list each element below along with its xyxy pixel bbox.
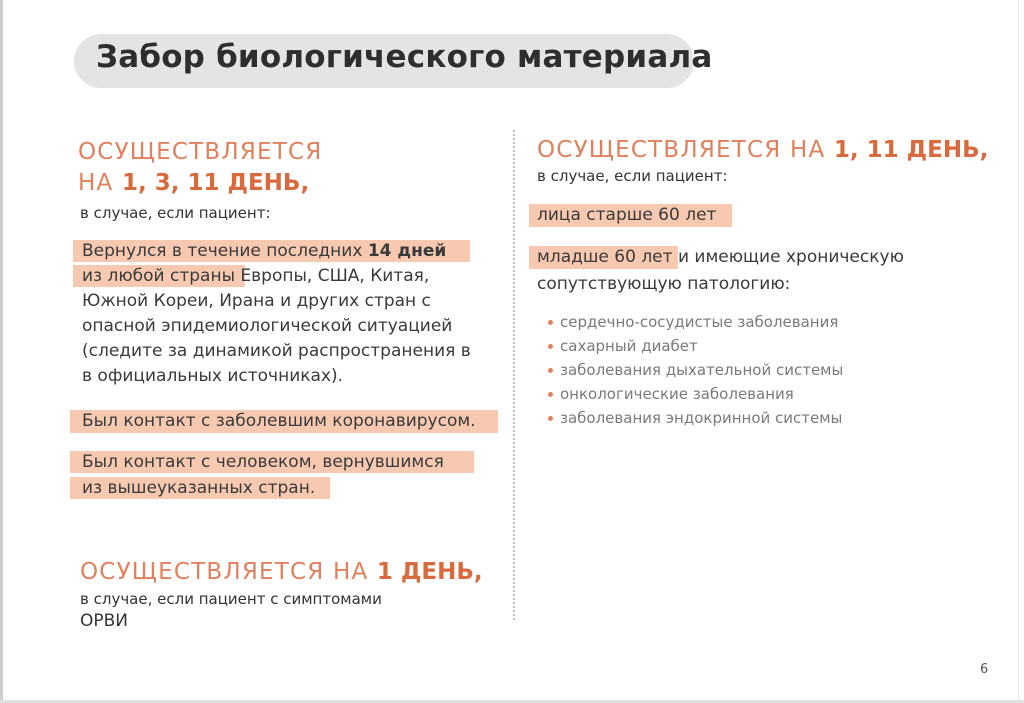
- left-subheading: в случае, если пациент:: [80, 204, 271, 222]
- item3-line1: Был контакт с человеком, вернувшимся: [82, 452, 444, 472]
- bullet-dot-icon: [548, 320, 553, 325]
- item1-line5: (следите за динамикой распространения в: [82, 341, 471, 361]
- right-item2-line2: сопутствующую патологию:: [537, 274, 791, 294]
- right-heading-days: 1, 11 ДЕНЬ,: [833, 137, 989, 163]
- bullet-dot-icon: [548, 416, 553, 421]
- page-edge-left: [0, 0, 3, 703]
- item1-line1-text: Вернулся в течение последних: [82, 241, 363, 261]
- item1-line2: [82, 264, 429, 288]
- condition-text: сахарный диабет: [560, 337, 698, 355]
- condition-text: сердечно-сосудистые заболевания: [560, 313, 839, 331]
- left-subheading2-line2: ОРВИ: [80, 611, 129, 631]
- right-item2-line1: [537, 245, 904, 269]
- right-item2-rest: и имеющие хроническую: [677, 247, 904, 267]
- bullet-dot-icon: [548, 392, 553, 397]
- bullet-dot-icon: [548, 344, 553, 349]
- right-subheading: в случае, если пациент:: [537, 167, 728, 185]
- left-heading-line2: [78, 170, 309, 196]
- item3-line2: из вышеуказанных стран.: [82, 478, 316, 498]
- page-edge-right: [1018, 0, 1019, 703]
- condition-text: заболевания эндокринной системы: [560, 409, 843, 427]
- item1-line4: опасной эпидемиологической ситуацией: [82, 316, 453, 336]
- page-title: Забор биологического материала: [96, 39, 713, 75]
- item1-line2-rest: Европы, США, Китая,: [240, 266, 430, 286]
- right-heading-light: ОСУЩЕСТВЛЯЕТСЯ НА: [537, 137, 826, 163]
- conditions-list: [548, 310, 843, 430]
- condition-item: [548, 382, 843, 406]
- left-heading2: [80, 559, 483, 585]
- condition-item: [548, 358, 843, 382]
- condition-item: [548, 310, 843, 334]
- item2-text: Был контакт с заболевшим коронавирусом.: [82, 411, 476, 431]
- left-heading2-light: ОСУЩЕСТВЛЯЕТСЯ НА: [80, 559, 369, 585]
- right-item1: лица старше 60 лет: [537, 205, 717, 225]
- left-subheading2-line1: в случае, если пациент с симптомами: [80, 590, 382, 608]
- page-number: 6: [980, 662, 989, 677]
- item1-days-emphasis: 14 дней: [367, 241, 447, 261]
- condition-text: онкологические заболевания: [560, 385, 794, 403]
- left-heading-na: НА: [78, 170, 114, 196]
- condition-item: [548, 334, 843, 358]
- right-item2-highlighted: младше 60 лет: [537, 247, 673, 267]
- left-heading-days: 1, 3, 11 ДЕНЬ,: [121, 170, 310, 196]
- left-heading2-days: 1 ДЕНЬ,: [376, 559, 483, 585]
- condition-item: [548, 406, 843, 430]
- item1-line1: [82, 239, 446, 263]
- item1-line2-highlighted: из любой страны: [82, 266, 235, 286]
- column-divider: [513, 130, 515, 620]
- right-heading: [537, 137, 988, 163]
- item1-line6: в официальных источниках).: [82, 366, 344, 386]
- item1-line3: Южной Кореи, Ирана и других стран с: [82, 291, 431, 311]
- left-heading-line1: ОСУЩЕСТВЛЯЕТСЯ: [78, 139, 323, 165]
- condition-text: заболевания дыхательной системы: [560, 361, 844, 379]
- bullet-dot-icon: [548, 368, 553, 373]
